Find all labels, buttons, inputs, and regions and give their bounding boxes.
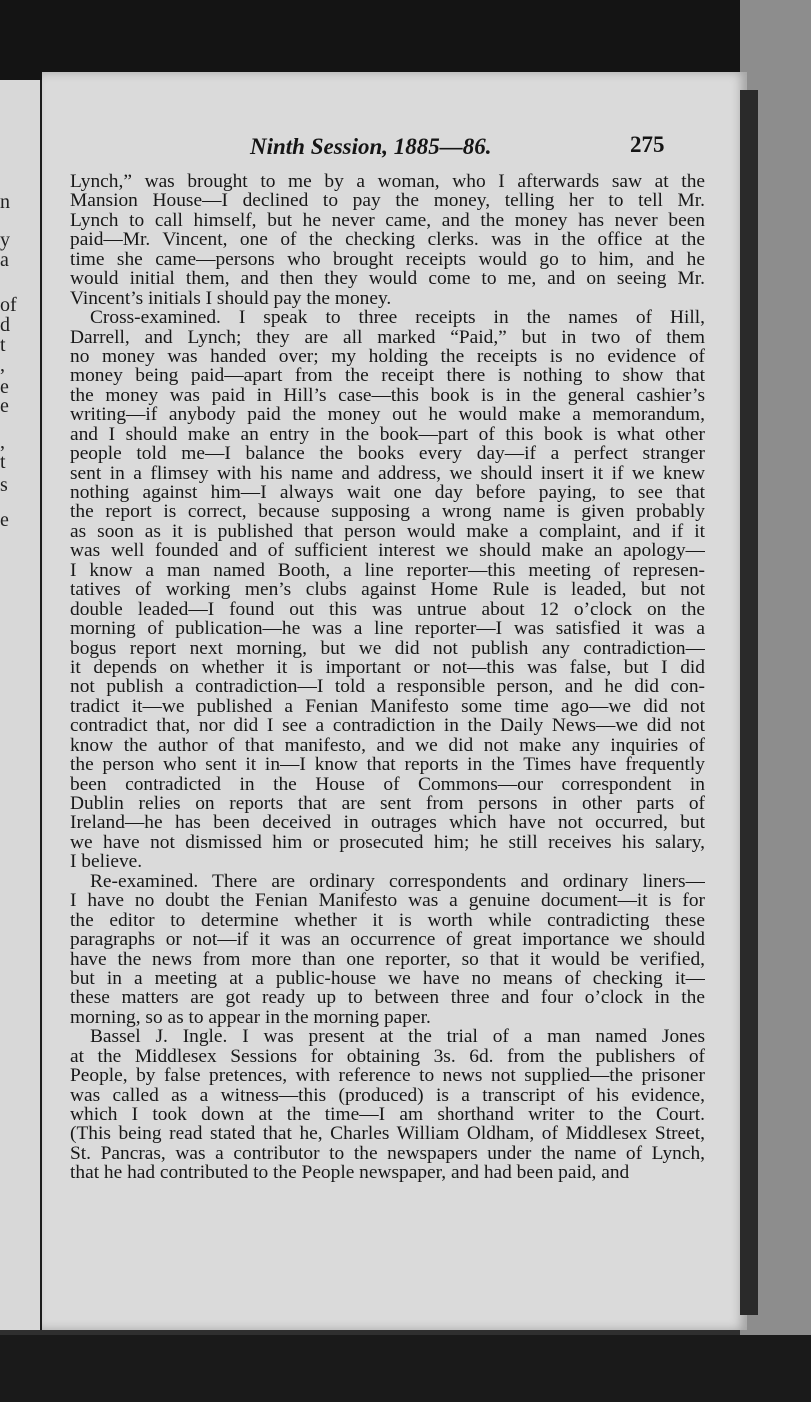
text-line: bogus report next morning, but we did not publish any contradiction— [70,638,705,658]
text-line: time she came—persons who brought receipts would go to him, and he [70,249,705,270]
margin-fragment: e [0,395,9,417]
text-line: money being paid—apart from the receipt there is nothing to show that [70,366,705,386]
text-line: sent in a flimsey with his name and address, we should insert it if we knew [70,463,705,483]
book-page [42,72,747,1330]
margin-fragment: e [0,376,9,398]
text-line: that he had contributed to the People newspaper, and had been paid, and [70,1163,630,1183]
text-line: Bassel J. Ingle. I was present at the trial of a man named Jones [90,1027,705,1047]
facing-page-edge [0,80,43,1330]
margin-fragment: t [0,334,6,356]
text-line: tatives of working men’s clubs against Home Rule is leaded, but not [70,580,705,600]
margin-fragment: e [0,509,9,531]
scan-bottom-border [0,1335,811,1402]
text-line: people told me—I balance the books every day—if a perfect stranger [70,444,705,464]
margin-fragment: a [0,249,9,271]
margin-fragment: , [0,354,5,376]
page-number: 275 [630,132,665,157]
text-line: the money was paid in Hill’s case—this book is in the general cashier’s [70,385,705,406]
margin-fragment: n [0,191,10,213]
text-line: know the author of that manifesto, and we did not make any inquiries of [70,735,705,756]
text-line: have the news from more than one reporter, so that it would be verified, [70,949,705,969]
text-line: Cross-examined. I speak to three receipts in the names of Hill, [90,308,705,328]
text-line: paragraphs or not—if it was an occurrence of great importance we should [70,930,705,950]
text-line: but in a meeting at a public-house we have no means of checking it— [70,968,705,989]
text-line: would initial them, and then they would come to me, and on seeing Mr. [70,269,705,289]
text-line: morning of publication—he was a line reporter—I was satisfied it was a [70,619,705,639]
text-line: I have no doubt the Fenian Manifesto was a genuine document—it is for [70,891,705,911]
text-line: was called as a witness—this (produced) is a transcript of his evidence, [70,1085,705,1105]
page-header [42,130,747,170]
text-line: Re-examined. There are ordinary correspondents and ordinary liners— [90,871,705,892]
text-line: it depends on whether it is important or not—this was false, but I did [70,657,705,678]
text-line: we have not dismissed him or prosecuted him; he still receives his salary, [70,832,705,853]
margin-fragment: t [0,451,6,473]
text-line: Dublin relies on reports that are sent from persons in other parts of [70,794,705,814]
text-line: contradict that, nor did I see a contradiction in the Daily News—we did not [70,716,705,736]
text-line: Vincent’s initials I should pay the money. [70,288,392,309]
text-line: nothing against him—I always wait one day before paying, to see that [70,483,705,503]
page-binding-edge [740,90,758,1315]
text-line: morning, so as to appear in the morning paper. [70,1007,431,1028]
text-line: the person who sent it in—I know that reports in the Times have frequently [70,755,705,775]
text-line: the report is correct, because supposing a wrong name is given probably [70,502,705,522]
text-line: paid—Mr. Vincent, one of the checking clerks. was in the office at the [70,230,705,250]
margin-fragment: of [0,294,17,316]
margin-fragment: y [0,229,10,251]
text-line: writing—if anybody paid the money out he would make a memorandum, [70,405,705,425]
text-line: as soon as it is published that person would make a complaint, and if it [70,521,705,542]
text-line: double leaded—I found out this was untrue about 12 o’clock on the [70,599,705,620]
margin-fragment: d [0,314,10,336]
text-line: tradict it—we published a Fenian Manifesto some time ago—we did not [70,696,705,717]
text-line: St. Pancras, was a contributor to the newspapers under the name of Lynch, [70,1143,705,1164]
text-line: no money was handed over; my holding the receipts is no evidence of [70,346,705,367]
margin-fragment: s [0,474,8,496]
text-line: and I should make an entry in the book—part of this book is what other [70,424,705,445]
text-line: was well founded and of sufficient interest we should make an apology— [70,541,705,561]
text-line: People, by false pretences, with reference to news not supplied—the prisoner [70,1066,705,1086]
margin-fragment: , [0,431,5,453]
text-line: I know a man named Booth, a line reporter—this meeting of represen- [70,560,705,581]
text-line: the editor to determine whether it is worth while contradicting these [70,910,705,931]
running-head: Ninth Session, 1885—86. [250,134,492,159]
body-text [70,172,705,1183]
text-line: Darrell, and Lynch; they are all marked “Paid,” but in two of them [70,327,705,347]
text-line: which I took down at the time—I am shorthand writer to the Court. [70,1105,705,1125]
text-line: these matters are got ready up to between three and four o’clock in the [70,988,705,1008]
text-line: Lynch,” was brought to me by a woman, who I afterwards saw at the [70,172,705,192]
text-line: (This being read stated that he, Charles William Oldham, of Middlesex Street, [70,1124,705,1144]
text-line: at the Middlesex Sessions for obtaining 3s. 6d. from the publishers of [70,1046,705,1067]
text-line: Lynch to call himself, but he never came, and the money has never been [70,210,705,231]
text-line: been contradicted in the House of Commons—our correspondent in [70,774,705,794]
text-line: Mansion House—I declined to pay the money, telling her to tell Mr. [70,191,705,211]
text-line: Ireland—he has been deceived in outrages which have not occurred, but [70,813,705,833]
text-line: I believe. [70,852,143,872]
text-line: not publish a contradiction—I told a responsible person, and he did con- [70,677,705,697]
